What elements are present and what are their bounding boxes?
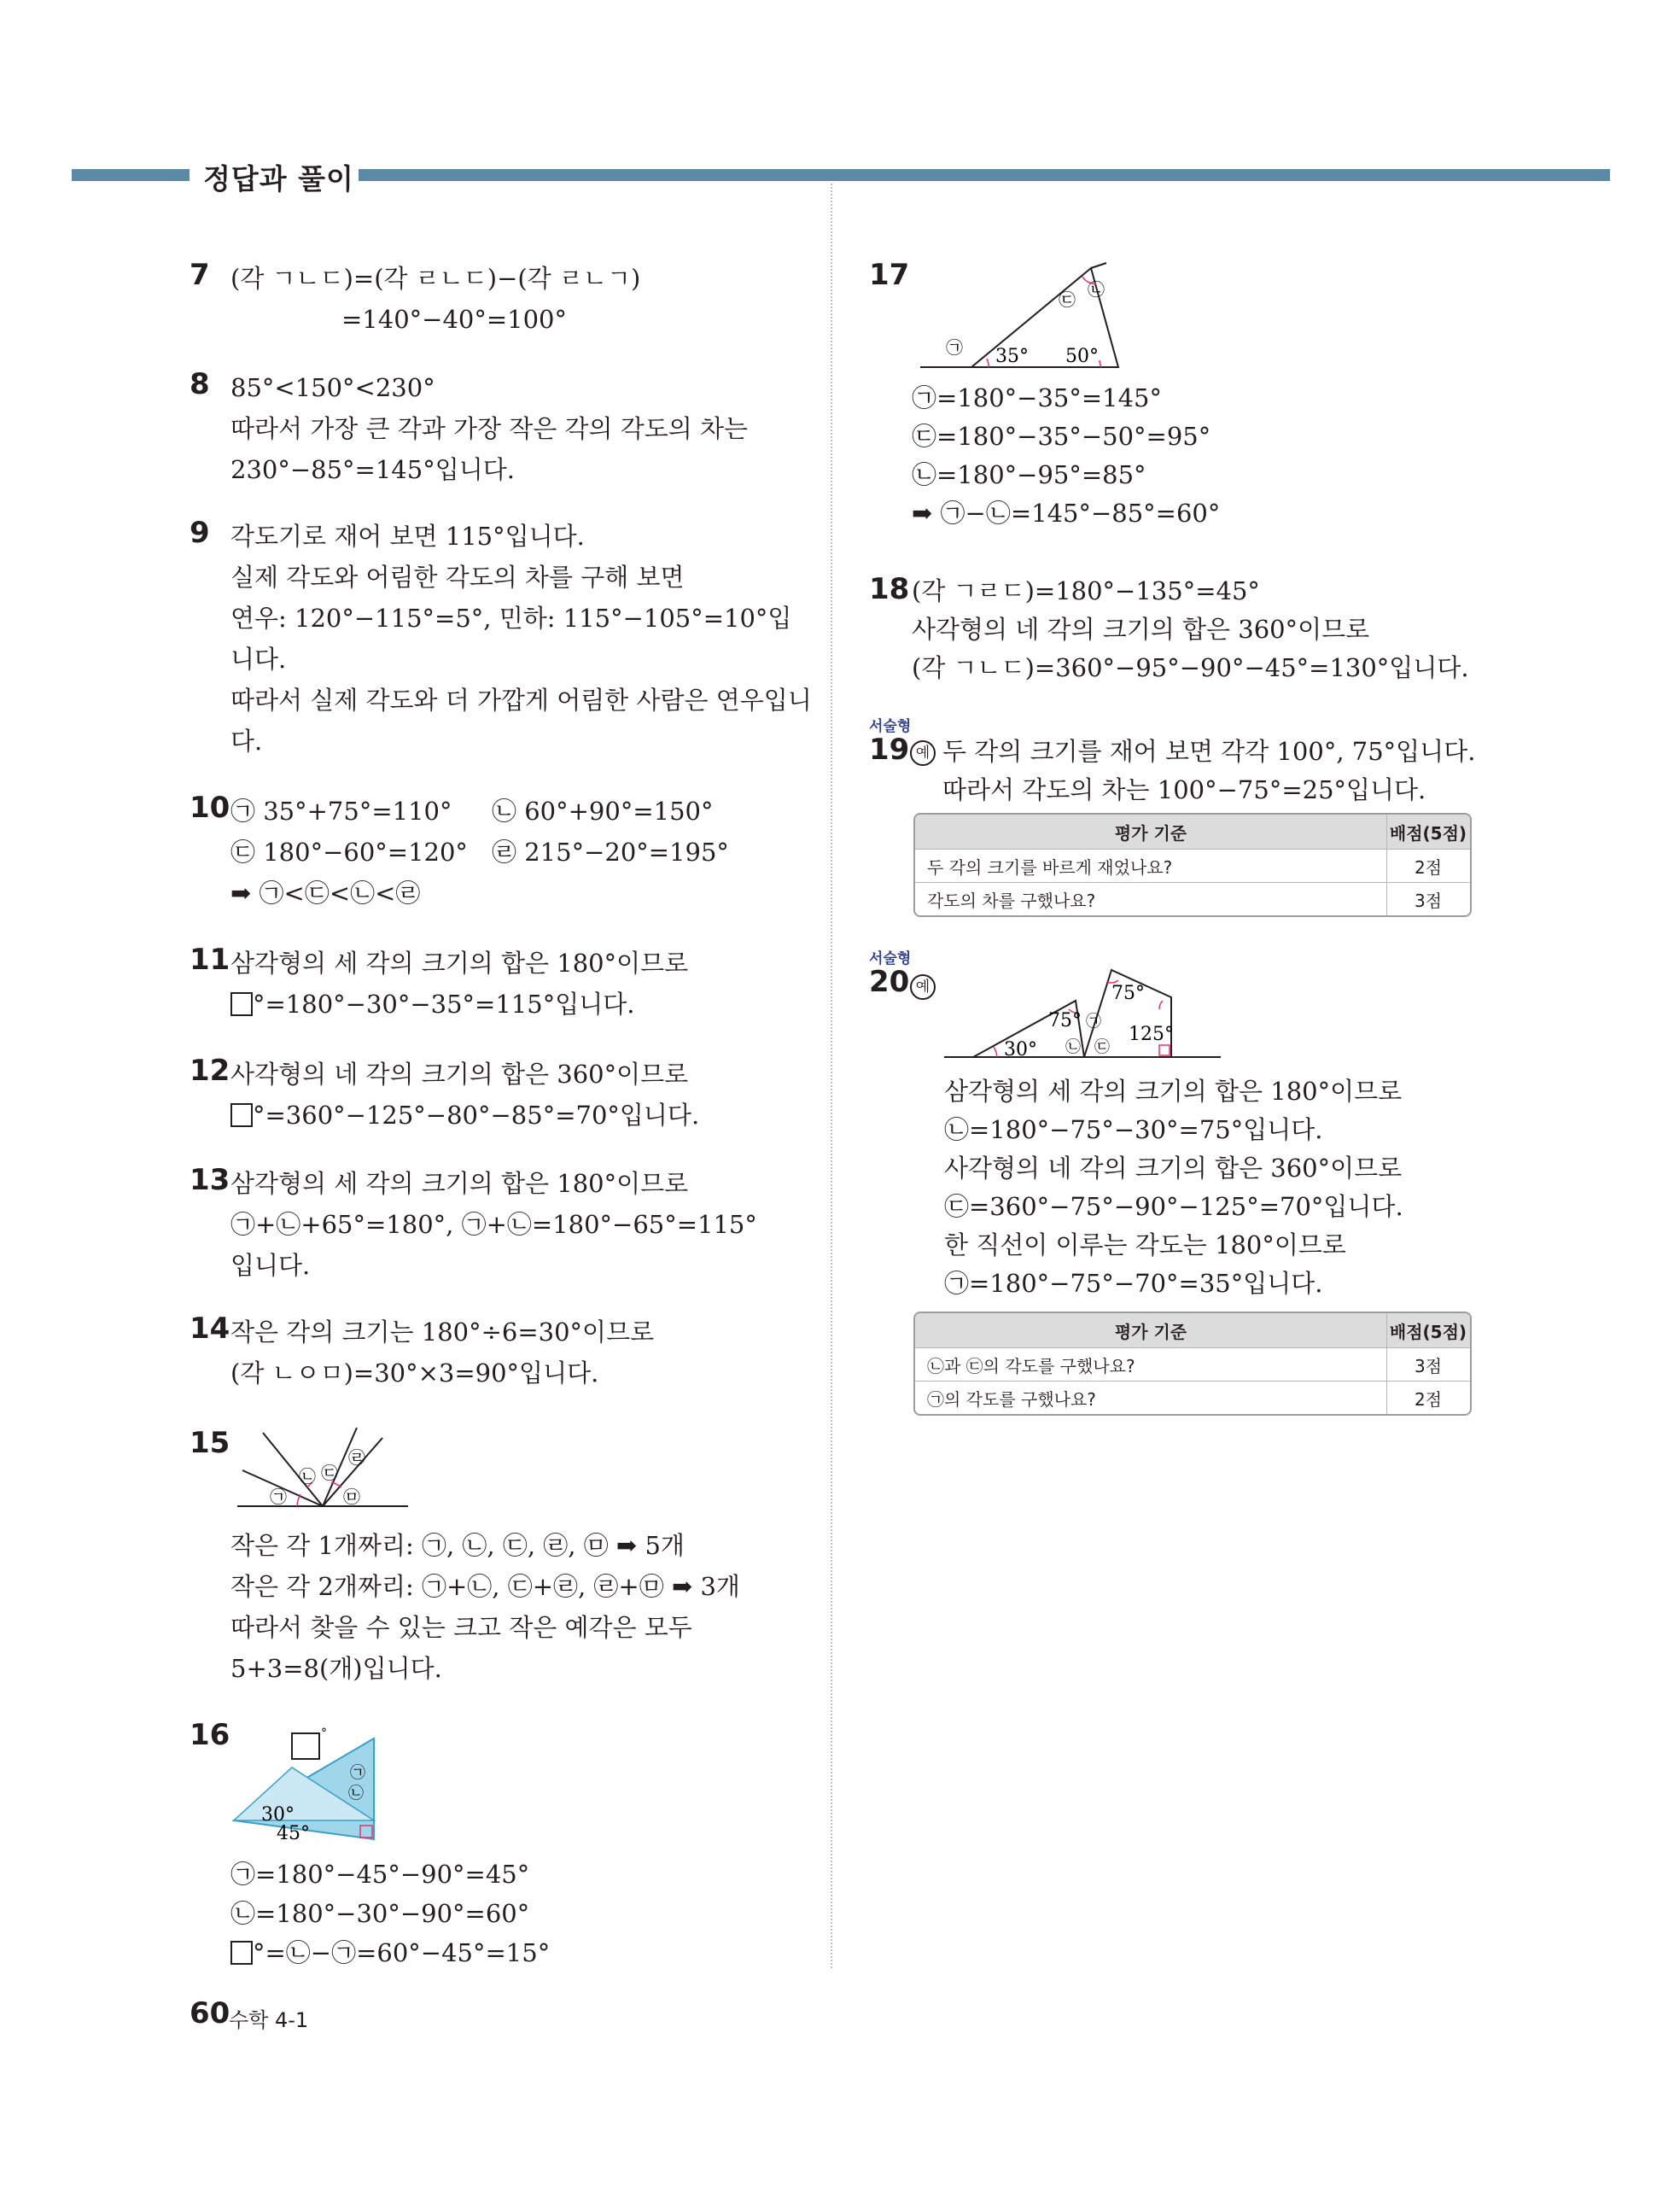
rubric-criteria: 두 각의 크기를 바르게 재었나요? [915, 849, 1386, 882]
solution-line: 각도기로 재어 보면 115°입니다. [230, 522, 585, 551]
label-a: ㉠ [946, 337, 963, 358]
rubric-score: 3점 [1386, 882, 1470, 915]
solution-line: °=㉡−㉠=60°−45°=15° [253, 1938, 551, 1967]
question-number: 8 [190, 367, 210, 401]
solution-line: ㉢=180°−35°−50°=95° [912, 422, 1211, 451]
label-b: ㉡ [299, 1466, 316, 1487]
solution-line: ㉡=180°−75°−30°=75°입니다. [944, 1115, 1323, 1144]
solution-line: 작은 각의 크기는 180°÷6=30°이므로 [230, 1318, 655, 1347]
solution-part: ㉠ 35°+75°=110° [230, 797, 452, 826]
solution-line: °=360°−125°−80°−85°=70°입니다. [253, 1101, 700, 1130]
solution-line: 230°−85°=145°입니다. [230, 455, 515, 484]
solution-line: 5+3=8(개)입니다. [230, 1654, 442, 1683]
solution-part: ㉢ 180°−60°=120° [230, 838, 468, 867]
solution-line: 입니다. [230, 1251, 311, 1280]
label-125: 125° [1129, 1024, 1174, 1045]
triangle-figure [920, 258, 1142, 377]
label-b: ㉡ [1065, 1038, 1081, 1056]
solution-line: ➡ ㉠<㉢<㉡<㉣ [230, 879, 421, 908]
rubric-score: 2점 [1386, 1381, 1470, 1414]
header-bar-left [72, 169, 190, 181]
label-a: ㉠ [270, 1487, 287, 1507]
question-number: 19 [869, 733, 910, 767]
solution-line: 한 직선이 이루는 각도는 180°이므로 [944, 1230, 1346, 1259]
rubric-head-criteria: 평가 기준 [915, 815, 1386, 849]
label-c: ㉢ [321, 1463, 338, 1483]
solution-line: (각 ㄱㄴㄷ)=360°−95°−90°−45°=130°입니다. [912, 653, 1469, 682]
blank-box [230, 992, 253, 1016]
solution-line: 두 각의 크기를 재어 보면 각각 100°, 75°입니다. [942, 737, 1476, 766]
label-75a: 75° [1048, 1010, 1082, 1031]
label-c: ㉢ [1094, 1038, 1110, 1056]
rubric-table [913, 813, 1472, 917]
rubric-criteria: 각도의 차를 구했나요? [915, 882, 1386, 915]
rubric-row [915, 849, 1470, 882]
label-30: 30° [261, 1804, 295, 1826]
solution-line: 사각형의 네 각의 크기의 합은 360°이므로 [944, 1154, 1403, 1183]
solution-line: (각 ㄱㄹㄷ)=180°−135°=45° [912, 576, 1260, 605]
solution-line: ㉠=180°−45°−90°=45° [230, 1860, 530, 1889]
label-30: 30° [1004, 1039, 1037, 1060]
solution-line: 삼각형의 세 각의 크기의 합은 180°이므로 [944, 1077, 1403, 1106]
solution-line: ㉡=180°−30°−90°=60° [230, 1899, 530, 1928]
question-number: 18 [869, 572, 910, 606]
solution-line: 따라서 가장 큰 각과 가장 작은 각의 각도의 차는 [230, 414, 749, 443]
solution-line: 따라서 찾을 수 있는 크고 작은 예각은 모두 [230, 1613, 692, 1642]
triangle-figure [232, 1718, 386, 1846]
solution-line: 니다. [230, 645, 287, 674]
solution-part: ㉣ 215°−20°=195° [492, 838, 729, 867]
rubric-head-criteria: 평가 기준 [915, 1313, 1386, 1347]
solution-line: (각 ㄴㅇㅁ)=30°×3=90°입니다. [230, 1358, 599, 1388]
solution-line: ➡ ㉠−㉡=145°−85°=60° [912, 499, 1221, 528]
solution-line: ㉢=360°−75°−90°−125°=70°입니다. [944, 1192, 1403, 1221]
solution-line: 사각형의 네 각의 크기의 합은 360°이므로 [912, 615, 1370, 644]
solution-line: 삼각형의 세 각의 크기의 합은 180°이므로 [230, 949, 689, 978]
question-number: 17 [869, 258, 910, 292]
solution-line: 85°<150°<230° [230, 373, 435, 402]
rubric-head-score: 배점(5점) [1386, 1313, 1470, 1347]
solution-line: 사각형의 네 각의 크기의 합은 360°이므로 [230, 1060, 689, 1089]
solution-line: =140°−40°=100° [341, 305, 568, 334]
label-50: 50° [1065, 346, 1099, 367]
question-number: 9 [190, 516, 210, 550]
label-35: 35° [995, 346, 1029, 367]
solution-line: 작은 각 1개짜리: ㉠, ㉡, ㉢, ㉣, ㉤ ➡ 5개 [230, 1531, 685, 1560]
solution-line: (각 ㄱㄴㄷ)=(각 ㄹㄴㄷ)−(각 ㄹㄴㄱ) [230, 264, 641, 293]
header-bar-right [359, 169, 1610, 181]
rubric-table [913, 1312, 1472, 1416]
question-number: 15 [190, 1426, 230, 1460]
solution-line: 연우: 120°−115°=5°, 민하: 115°−105°=10°입 [230, 604, 792, 633]
essay-tag: 서술형 [869, 718, 912, 735]
extended-side [1091, 263, 1106, 268]
solution-line: ㉠=180°−35°=145° [912, 383, 1163, 412]
label-b: ㉡ [348, 1785, 364, 1802]
label-e: ㉤ [343, 1487, 360, 1507]
degree-sign: ° [321, 1727, 327, 1740]
page-number: 60 [190, 1996, 230, 2030]
label-45: 45° [277, 1823, 310, 1844]
solution-line: 따라서 실제 각도와 더 가깝게 어림한 사람은 연우입니 [230, 686, 812, 715]
column-divider [831, 184, 832, 1968]
solution-line: °=180°−30°−35°=115°입니다. [253, 990, 635, 1019]
question-number: 20 [869, 965, 910, 999]
label-a: ㉠ [1086, 1013, 1101, 1031]
essay-tag: 서술형 [869, 950, 912, 967]
label-d: ㉣ [348, 1447, 365, 1468]
question-number: 13 [190, 1163, 230, 1197]
example-mark: 예 [910, 974, 936, 1000]
solution-line: 따라서 각도의 차는 100°−75°=25°입니다. [942, 775, 1426, 804]
rubric-row [915, 1381, 1470, 1414]
solution-line: ㉠=180°−75°−70°=35°입니다. [944, 1269, 1323, 1298]
question-number: 16 [190, 1718, 230, 1752]
rubric-header [915, 815, 1470, 849]
question-number: 11 [190, 943, 230, 977]
rubric-header [915, 1313, 1470, 1347]
angle-arc [994, 1047, 997, 1057]
solution-line: 실제 각도와 어림한 각도의 차를 구해 보면 [230, 563, 685, 592]
angle-arc [1159, 1001, 1163, 1009]
label-b: ㉡ [1088, 279, 1105, 300]
label-a: ㉠ [350, 1764, 365, 1782]
blank-box [230, 1941, 253, 1965]
rubric-criteria: ㉠의 각도를 구했나요? [915, 1381, 1386, 1414]
blank-box [230, 1103, 253, 1127]
q20-solution [944, 1072, 1403, 1303]
page-header-title: 정답과 풀이 [203, 162, 354, 196]
footer-subject: 수학 4-1 [229, 2008, 309, 2032]
label-c: ㉢ [1059, 289, 1076, 310]
rubric-head-score: 배점(5점) [1386, 815, 1470, 849]
solution-line: 작은 각 2개짜리: ㉠+㉡, ㉢+㉣, ㉣+㉤ ➡ 3개 [230, 1572, 740, 1601]
angle-arc [1100, 360, 1101, 367]
solution-line: ㉡=180°−95°=85° [912, 460, 1146, 489]
solution-part: ㉡ 60°+90°=150° [492, 797, 714, 826]
rubric-criteria: ㉡과 ㉢의 각도를 구했나요? [915, 1347, 1386, 1381]
question-number: 14 [190, 1312, 230, 1346]
solution-line: ㉠+㉡+65°=180°, ㉠+㉡=180°−65°=115° [230, 1210, 757, 1239]
solution-line: 삼각형의 세 각의 크기의 합은 180°이므로 [230, 1169, 689, 1198]
question-number: 12 [190, 1054, 230, 1088]
solution-line: 다. [230, 727, 263, 756]
shapes-figure [944, 967, 1234, 1060]
rubric-row [915, 882, 1470, 915]
question-number: 10 [190, 791, 230, 825]
angles-figure [237, 1426, 459, 1511]
question-number: 7 [190, 258, 210, 292]
example-mark: 예 [910, 740, 936, 766]
label-75b: 75° [1111, 983, 1145, 1004]
blank-box [292, 1733, 319, 1759]
angle-arc [987, 359, 989, 367]
rubric-row [915, 1347, 1470, 1381]
right-angle-mark [1159, 1045, 1170, 1055]
rubric-score: 2점 [1386, 849, 1470, 882]
rubric-score: 3점 [1386, 1347, 1470, 1381]
